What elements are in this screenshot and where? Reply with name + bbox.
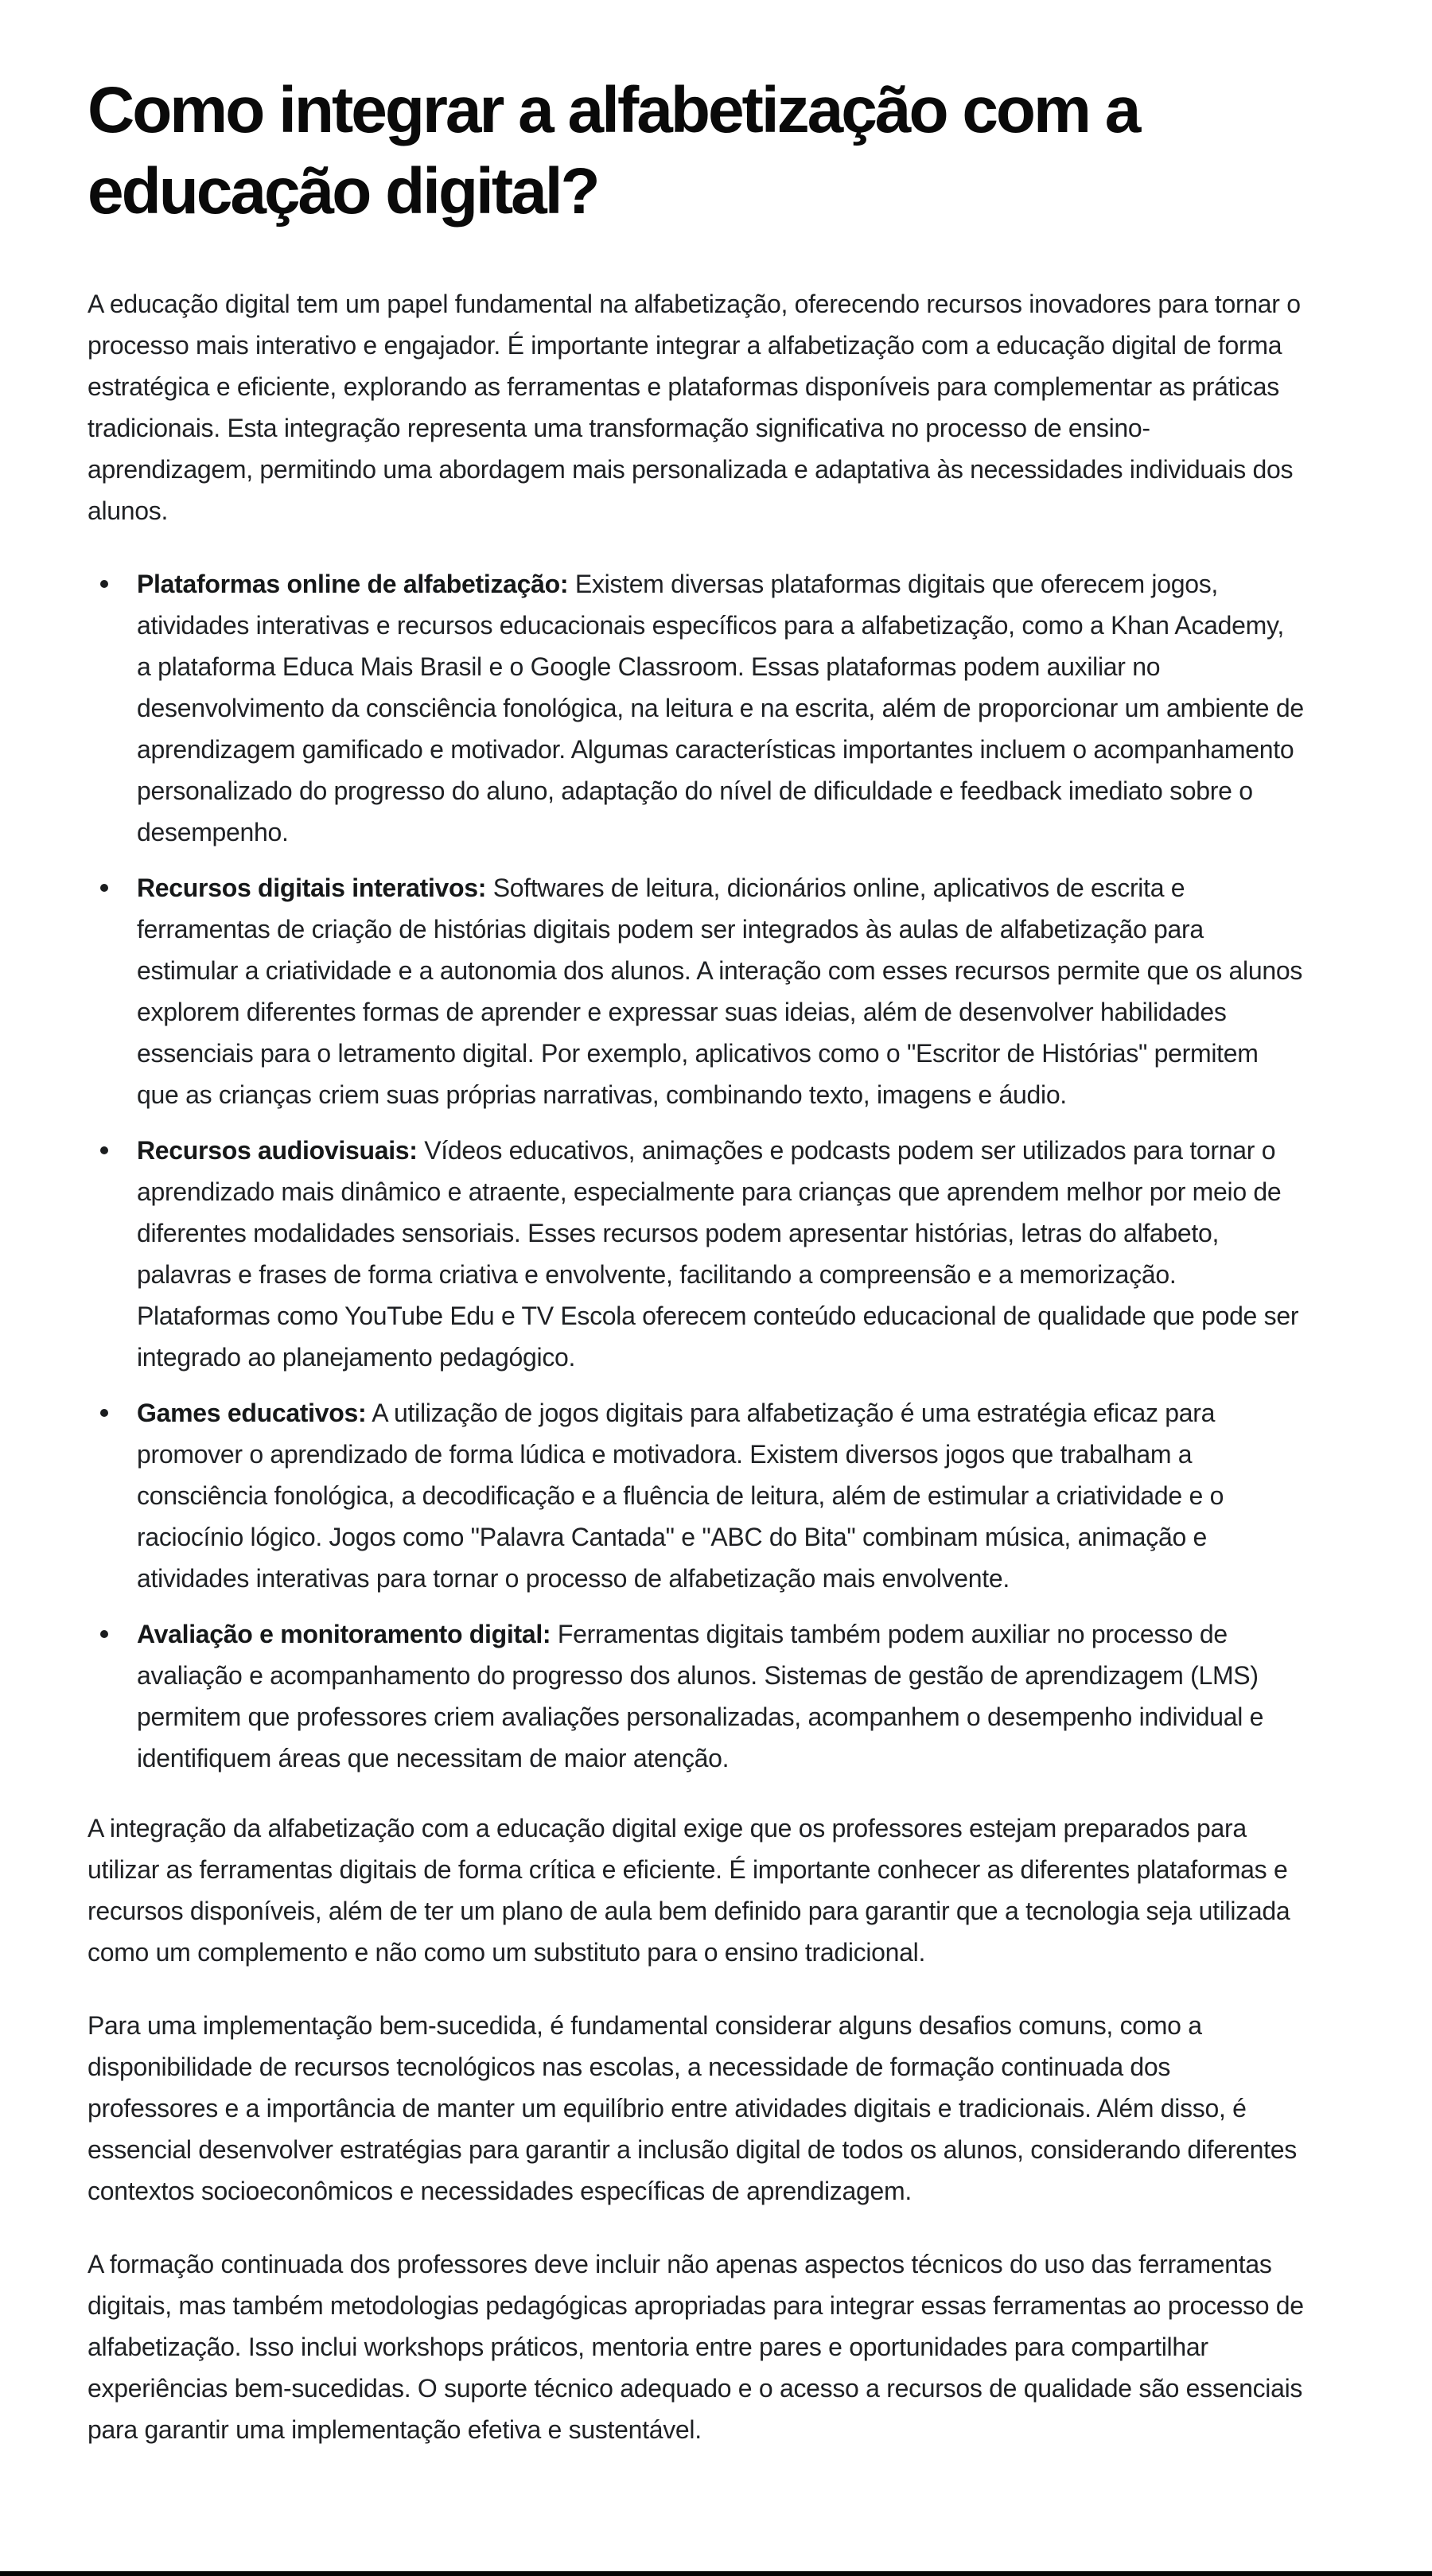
bullet-dot-icon — [100, 1146, 108, 1154]
closing-paragraph: Para uma implementação bem-sucedida, é fundamental considerar alguns desafios comuns, como a disponibilidade de recursos tecnológicos nas escolas, a necessidade de formação continuada dos professores e a importância de manter um equilíbrio entre atividades digitais e tradicionais. Além disso, é essencial desenvolver estratégias para garantir a inclusão digital de todos os alunos, considerando diferentes contextos socioeconômicos e necessidades específicas de aprendizagem. — [88, 2011, 1297, 2205]
bullet-text: Vídeos educativos, animações e podcasts podem ser utilizados para tornar o aprendizado mais dinâmico e atraente, especialmente para crianças que aprendem melhor por meio de diferentes modalidades sensoriais. Esses recursos podem apresentar histórias, letras do alfabeto, palavras e frases de forma criativa e envolvente, facilitando a compreensão e a memorização. Plataformas como YouTube Edu e TV Escola oferecem conteúdo educacional de qualidade que pode ser integrado ao planejamento pedagógico. — [137, 1136, 1299, 1372]
list-item — [137, 1392, 1305, 1599]
list-item — [137, 563, 1305, 853]
closing-paragraph: A integração da alfabetização com a educação digital exige que os professores estejam preparados para utilizar as ferramentas digitais de forma crítica e eficiente. É importante conhecer as diferentes plataformas e recursos disponíveis, além de ter um plano de aula bem definido para garantir que a tecnologia seja utilizada como um complemento e não como um substituto para o ensino tradicional. — [88, 1814, 1290, 1967]
bullet-text: A utilização de jogos digitais para alfabetização é uma estratégia eficaz para promover o aprendizado de forma lúdica e motivadora. Existem diversos jogos que trabalham a consciência fonológica, a decodificação e a fluência de leitura, além de estimular a criatividade e o raciocínio lógico. Jogos como "Palavra Cantada" e "ABC do Bita" combinam música, animação e atividades interativas para tornar o processo de alfabetização mais envolvente. — [137, 1399, 1224, 1593]
bullet-label: Recursos digitais interativos: — [137, 874, 487, 902]
page-title-line-2: educação digital? — [88, 155, 598, 228]
list-item — [137, 1613, 1305, 1779]
list-item — [137, 1130, 1305, 1378]
closing-paragraph: A formação continuada dos professores deve incluir não apenas aspectos técnicos do uso das ferramentas digitais, mas também metodologias pedagógicas apropriadas para integrar essas ferramentas ao processo de alfabetização. Isso inclui workshops práticos, mentoria entre pares e oportunidades para compartilhar experiências bem-sucedidas. O suporte técnico adequado e o acesso a recursos de qualidade são essenciais para garantir uma implementação efetiva e sustentável. — [88, 2250, 1304, 2444]
bullet-label: Plataformas online de alfabetização: — [137, 570, 569, 598]
bullet-text: Existem diversas plataformas digitais que oferecem jogos, atividades interativas e recursos educacionais específicos para a alfabetização, como a Khan Academy, a plataforma Educa Mais Brasil e o Google Classroom. Essas plataformas podem auxiliar no desenvolvimento da consciência fonológica, na leitura e na escrita, além de proporcionar um ambiente de aprendizagem gamificado e motivador. Algumas características importantes incluem o acompanhamento personalizado do progresso do aluno, adaptação do nível de dificuldade e feedback imediato sobre o desempenho. — [137, 570, 1304, 846]
bullet-label: Recursos audiovisuais: — [137, 1136, 418, 1165]
bullet-text: Ferramentas digitais também podem auxiliar no processo de avaliação e acompanhamento do progresso dos alunos. Sistemas de gestão de aprendizagem (LMS) permitem que professores criem avaliações personalizadas, acompanhem o desempenho individual e identifiquem áreas que necessitam de maior atenção. — [137, 1620, 1264, 1772]
page-title — [88, 70, 1305, 232]
bullet-dot-icon — [100, 884, 108, 892]
bullet-label: Games educativos: — [137, 1399, 367, 1427]
bottom-edge-bar — [0, 2571, 1432, 2576]
literacy-bullet-list — [88, 563, 1305, 1779]
bullet-text: Softwares de leitura, dicionários online, aplicativos de escrita e ferramentas de criação de histórias digitais podem ser integrados às aulas de alfabetização para estimular a criatividade e a autonomia dos alunos. A interação com esses recursos permite que os alunos explorem diferentes formas de aprender e expressar suas ideias, além de desenvolver habilidades essenciais para o letramento digital. Por exemplo, aplicativos como o "Escritor de Histórias" permitem que as crianças criem suas próprias narrativas, combinando texto, imagens e áudio. — [137, 874, 1303, 1109]
intro-paragraph: A educação digital tem um papel fundamental na alfabetização, oferecendo recursos inovadores para tornar o processo mais interativo e engajador. É importante integrar a alfabetização com a educação digital de forma estratégica e eficiente, explorando as ferramentas e plataformas disponíveis para complementar as práticas tradicionais. Esta integração representa uma transformação significativa no processo de ensino-aprendizagem, permitindo uma abordagem mais personalizada e adaptativa às necessidades individuais dos alunos. — [88, 290, 1301, 525]
bullet-dot-icon — [100, 1409, 108, 1417]
bullet-dot-icon — [100, 580, 108, 588]
page-title-line-1: Como integrar a alfabetização com a — [88, 74, 1139, 146]
list-item — [137, 867, 1305, 1115]
bullet-label: Avaliação e monitoramento digital: — [137, 1620, 551, 1648]
bullet-dot-icon — [100, 1630, 108, 1638]
